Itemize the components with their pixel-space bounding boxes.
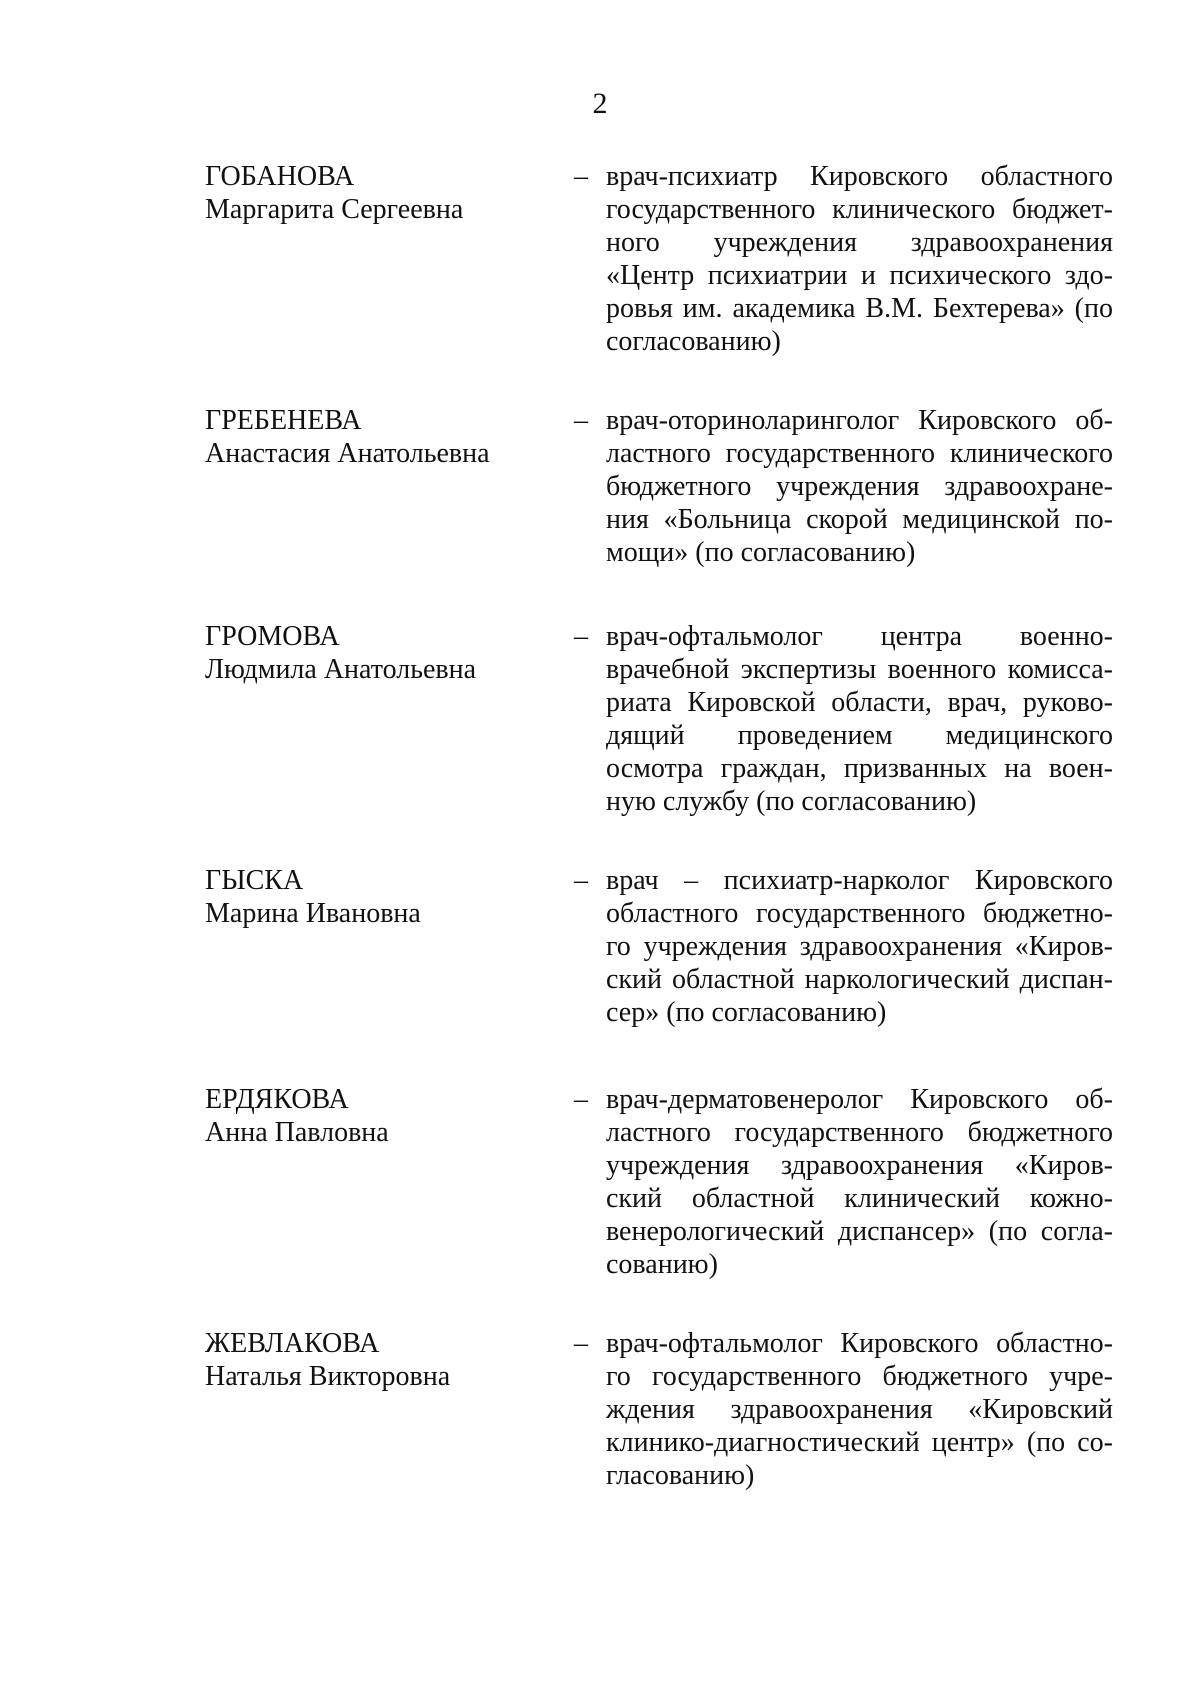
member-name (205, 864, 565, 930)
role-line: ластного государственного бюджетного (606, 1117, 1113, 1148)
member-role (606, 160, 1113, 358)
role-line: ластного государственного клинического (606, 438, 1113, 469)
page-number: 2 (592, 87, 608, 120)
member-surname: ЖЕВЛАКОВА (205, 1328, 380, 1359)
member-given-names: Марина Ивановна (205, 898, 421, 929)
dash-separator: – (574, 161, 588, 192)
dash-separator: – (574, 405, 588, 436)
member-role (606, 1327, 1113, 1492)
dash-separator: – (574, 621, 588, 652)
dash-separator: – (574, 1328, 588, 1359)
role-line: врач-офтальмолог центра военно- (606, 621, 1113, 652)
role-line: «Центр психиатрии и психического здо- (606, 260, 1113, 291)
role-line: ский областной клинический кожно- (606, 1183, 1113, 1214)
role-line: клинико-диагностический центр» (по со- (606, 1427, 1113, 1458)
role-line: ровья им. академика В.М. Бехтерева» (по (606, 293, 1113, 324)
role-line: государственного клинического бюджет- (606, 194, 1113, 225)
member-surname: ЕРДЯКОВА (205, 1084, 349, 1115)
member-given-names: Анна Павловна (205, 1117, 389, 1148)
role-line: врач-дерматовенеролог Кировского об- (606, 1084, 1113, 1115)
role-line: врач-офтальмолог Кировского областно- (606, 1328, 1113, 1359)
member-name (205, 1327, 565, 1393)
role-line: ную службу (по согласованию) (606, 786, 977, 817)
member-given-names: Наталья Викторовна (205, 1361, 451, 1392)
role-line: сованию) (606, 1249, 718, 1280)
member-name (205, 160, 565, 226)
role-line: ного учреждения здравоохранения (606, 227, 1113, 258)
dash-separator: – (574, 865, 588, 896)
role-line: согласованию) (606, 326, 781, 357)
member-given-names: Анастасия Анатольевна (205, 438, 490, 469)
role-line: врач-психиатр Кировского областного (606, 161, 1113, 192)
member-role (606, 864, 1113, 1029)
role-line: врач – психиатр-нарколог Кировского (606, 865, 1113, 896)
member-role (606, 620, 1113, 818)
role-line: осмотра граждан, призванных на воен- (606, 753, 1113, 784)
member-given-names: Маргарита Сергеевна (205, 194, 464, 225)
member-surname: ГРОМОВА (205, 621, 340, 652)
member-surname: ГРЕБЕНЕВА (205, 405, 362, 436)
member-name (205, 620, 565, 686)
role-line: областного государственного бюджетно- (606, 898, 1113, 929)
role-line: го учреждения здравоохранения «Киров- (606, 931, 1113, 962)
role-line: гласованию) (606, 1460, 755, 1491)
role-line: бюджетного учреждения здравоохране- (606, 471, 1113, 502)
member-name (205, 1083, 565, 1149)
member-role (606, 404, 1113, 569)
role-line: ния «Больница скорой медицинской по- (606, 504, 1113, 535)
role-line: ждения здравоохранения «Кировский (606, 1394, 1113, 1425)
member-given-names: Людмила Анатольевна (205, 654, 477, 685)
role-line: мощи» (по согласованию) (606, 537, 916, 568)
member-surname: ГОБАНОВА (205, 161, 355, 192)
role-line: учреждения здравоохранения «Киров- (606, 1150, 1113, 1181)
role-line: ский областной наркологический диспан- (606, 964, 1113, 995)
role-line: врачебной экспертизы военного комисса- (606, 654, 1113, 685)
member-surname: ГЫСКА (205, 865, 304, 896)
role-line: сер» (по согласованию) (606, 997, 887, 1028)
role-line: венерологический диспансер» (по согла- (606, 1216, 1113, 1247)
role-line: дящий проведением медицинского (606, 720, 1113, 751)
role-line: го государственного бюджетного учре- (606, 1361, 1113, 1392)
member-name (205, 404, 565, 470)
member-role (606, 1083, 1113, 1281)
role-line: врач-оториноларинголог Кировского об- (606, 405, 1113, 436)
role-line: риата Кировской области, врач, руково- (606, 687, 1113, 718)
dash-separator: – (574, 1084, 588, 1115)
